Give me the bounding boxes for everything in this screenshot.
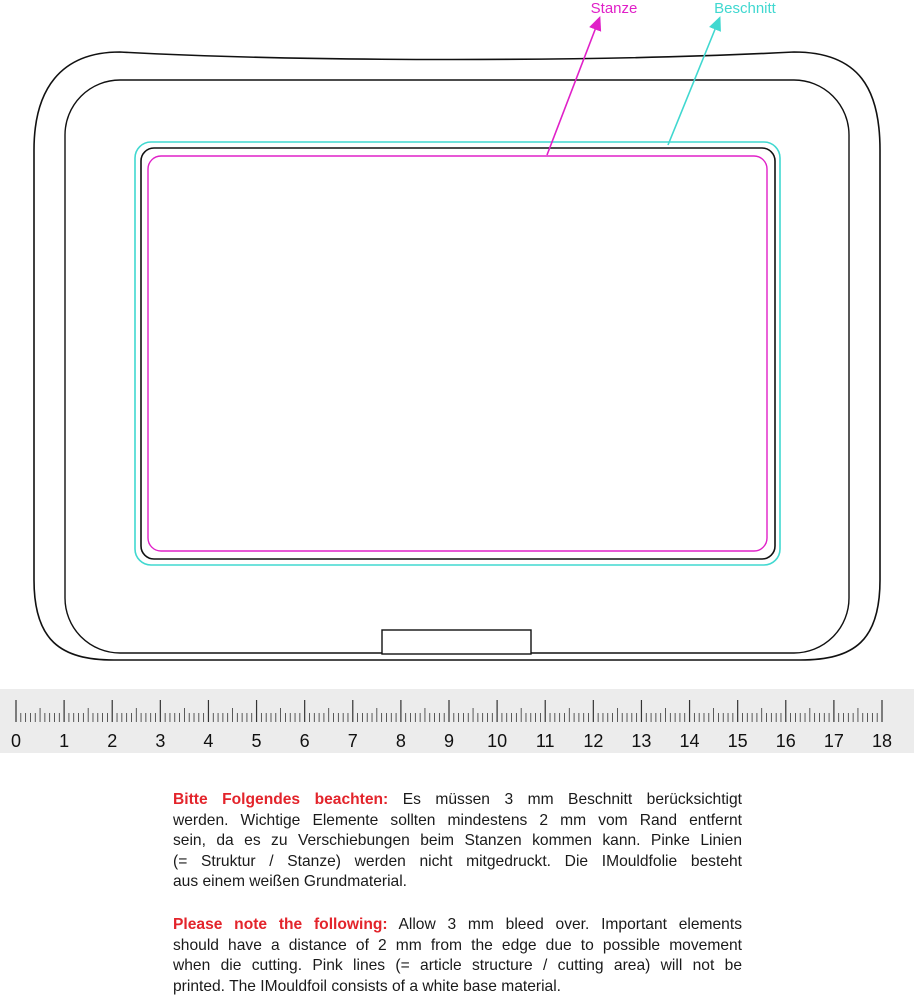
note-german-line-4: (= Struktur / Stanze) werden nicht mitgedruckt. Die IMouldfolie besteht bbox=[173, 852, 742, 870]
ruler-labels bbox=[11, 731, 892, 751]
note-english-line-3: when die cutting. Pink lines (= article structure / cutting area) will not be bbox=[173, 957, 742, 974]
note-german-line-5: aus einem weißen Grundmaterial. bbox=[173, 873, 408, 890]
ruler-label: 16 bbox=[775, 731, 796, 751]
ruler-label: 4 bbox=[203, 731, 214, 751]
bleed-label: Beschnitt bbox=[714, 0, 776, 17]
centimeter-ruler bbox=[0, 689, 914, 753]
note-english-line-1: Please note the following: Allow 3 mm bleed over. Important elements bbox=[173, 916, 742, 933]
note-english bbox=[173, 915, 742, 997]
ruler-label: 13 bbox=[631, 731, 652, 751]
ruler-label: 8 bbox=[395, 731, 406, 751]
note-german-line-2: werden. Wichtige Elemente sollten mindestens 2 mm vom Rand entfernt bbox=[173, 811, 742, 829]
die-cut-label: Stanze bbox=[590, 0, 638, 17]
ruler-label: 14 bbox=[679, 731, 700, 751]
ruler-ticks bbox=[16, 700, 882, 722]
note-english-heading: Please note the following: bbox=[173, 916, 388, 933]
bleed-arrow bbox=[668, 22, 718, 145]
label-area-outline bbox=[141, 148, 775, 559]
ruler-label: 3 bbox=[155, 731, 166, 751]
ruler-label: 0 bbox=[10, 731, 22, 751]
ruler-label: 1 bbox=[59, 731, 70, 751]
note-german-heading: Bitte Folgendes beachten: bbox=[173, 791, 389, 808]
note-german-line-3: sein, da es zu Verschiebungen beim Stanzen kommen kann. Pinke Linien bbox=[173, 832, 742, 849]
ruler-label: 9 bbox=[443, 731, 455, 751]
ruler-label: 10 bbox=[487, 731, 508, 751]
ruler-label: 5 bbox=[251, 731, 262, 751]
ruler-label: 7 bbox=[347, 731, 358, 751]
ruler-label: 11 bbox=[535, 731, 555, 751]
ruler-label: 18 bbox=[871, 731, 893, 751]
note-german-line-1: Bitte Folgendes beachten: Es müssen 3 mm Beschnitt berücksichtigt bbox=[173, 791, 742, 808]
ruler-label: 12 bbox=[583, 731, 604, 751]
bleed-line bbox=[135, 142, 780, 565]
die-cut-line bbox=[148, 156, 767, 551]
housing-inner-outline bbox=[65, 80, 849, 653]
housing-outer-outline bbox=[34, 52, 880, 660]
ruler-label: 6 bbox=[299, 731, 310, 751]
housing-bottom-tab bbox=[382, 630, 531, 654]
note-german bbox=[173, 790, 742, 893]
ruler-label: 2 bbox=[107, 731, 118, 751]
ruler-label: 15 bbox=[727, 731, 748, 751]
die-cut-arrow bbox=[547, 22, 598, 155]
note-english-line-2: should have a distance of 2 mm from the edge due to possible movement bbox=[173, 936, 742, 954]
ruler-label: 17 bbox=[823, 731, 844, 751]
note-english-line-4: printed. The IMouldfoil consists of a white base material. bbox=[173, 977, 562, 995]
